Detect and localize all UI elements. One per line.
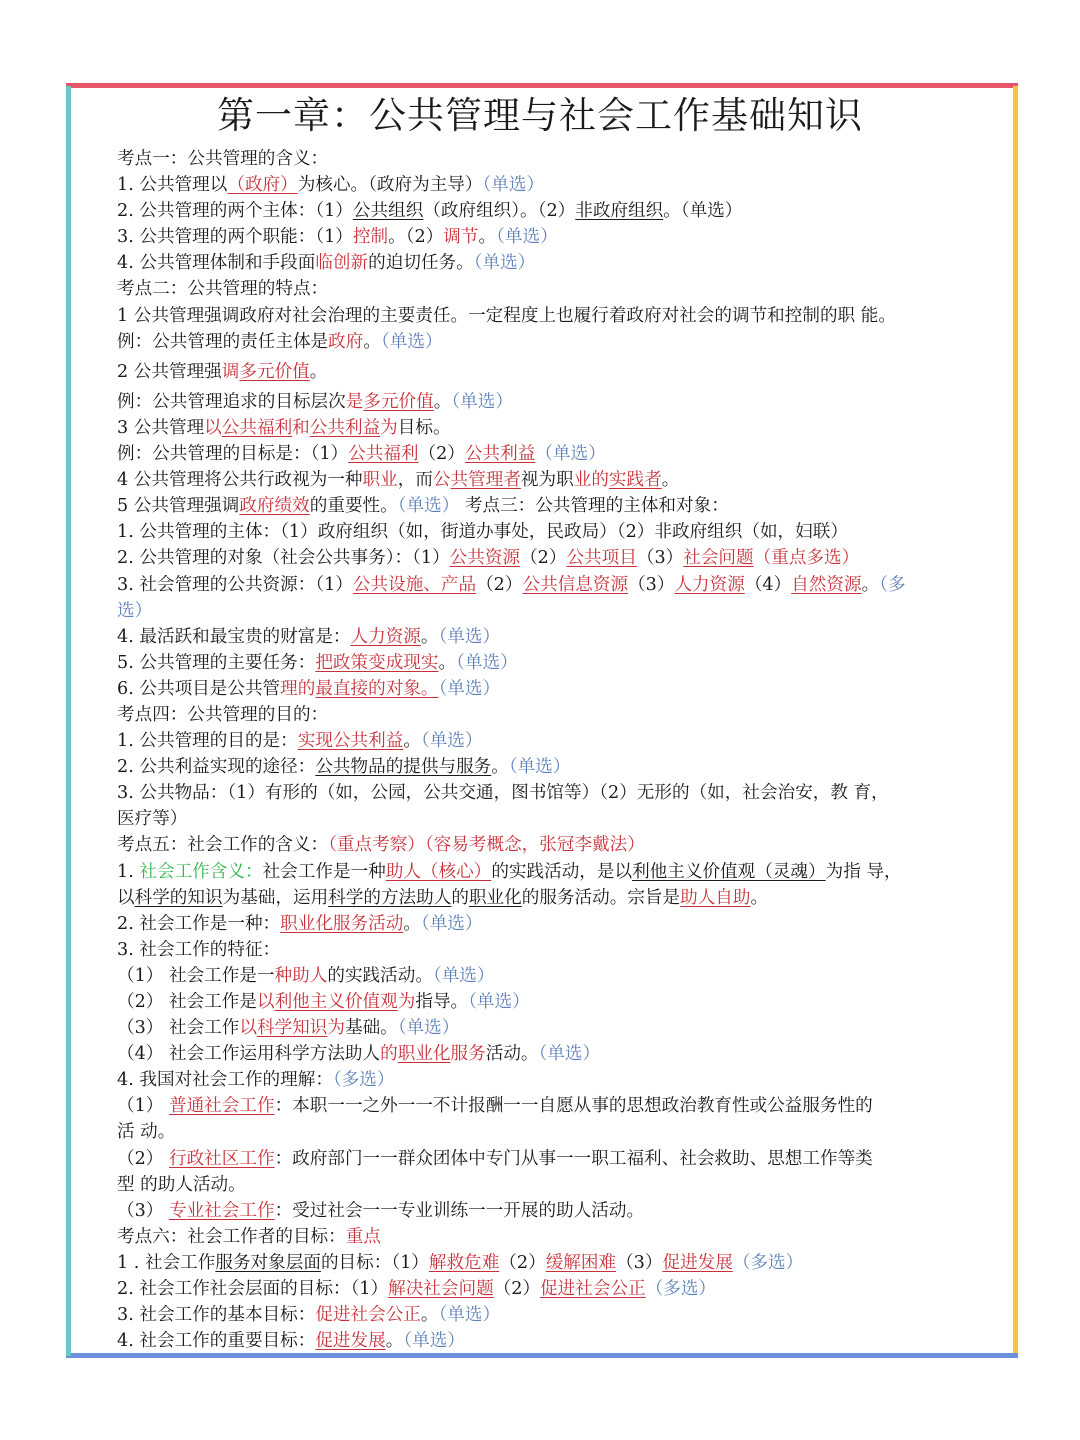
text-line xyxy=(117,1198,981,1224)
text-segment: 和 xyxy=(292,417,310,438)
text-segment: 选） xyxy=(117,600,153,621)
text-segment: 业的 xyxy=(573,470,609,491)
text-segment: 。 xyxy=(478,227,497,248)
text-segment: 的重要性。 xyxy=(309,496,398,517)
text-segment: 考点一：公共管理的含义： xyxy=(117,149,329,169)
text-segment: 1. 公共管理的目的是： xyxy=(117,731,298,752)
text-segment: 最直接的对象。 xyxy=(315,678,439,699)
text-line xyxy=(117,1067,981,1093)
text-segment: 自然资源 xyxy=(791,574,862,595)
text-segment: 以 xyxy=(204,417,222,438)
text-segment: 实践者 xyxy=(608,470,662,491)
text-segment: 1 . 社会工作 xyxy=(117,1252,216,1273)
text-segment: ：本职一一之外一一不计报酬一一自愿从事的思想政治教育性或公益服务性的 xyxy=(274,1096,873,1117)
text-segment: 公共资源 xyxy=(449,548,521,569)
frame-left-border xyxy=(66,86,71,1356)
text-segment: （2） xyxy=(493,1279,541,1300)
text-segment: 科学的知识 xyxy=(134,887,223,908)
text-segment: 5. 公共管理的主要任务： xyxy=(117,652,316,673)
text-segment: 职业 xyxy=(362,470,398,491)
text-segment: 为 xyxy=(380,417,398,438)
text-segment: 例：公共管理追求的目标层次 xyxy=(117,391,346,412)
text-segment: 以 xyxy=(256,992,275,1012)
text-segment: 政府绩效 xyxy=(239,496,310,517)
text-segment: 公 xyxy=(432,470,451,491)
text-segment: 服务对象层面 xyxy=(215,1252,321,1273)
text-segment: 3. 公共物品：（1）有形的（如，公园，公共交通，图书馆等）（2）无形的（如，社会治安，教 育， xyxy=(117,783,889,804)
text-line xyxy=(117,963,981,989)
text-segment: （1） 社会工作是一 xyxy=(117,965,275,986)
text-line xyxy=(117,911,981,937)
text-segment: 。 xyxy=(661,470,680,491)
text-segment: 职业化 xyxy=(468,887,522,908)
text-segment: 1. 公共管理以 xyxy=(117,175,228,196)
text-segment: 为指 导， xyxy=(825,861,902,882)
text-segment: 科学知识 xyxy=(256,1018,328,1039)
text-segment: 3. 社会管理的公共资源：（1） xyxy=(117,574,353,595)
text-segment: 公共信息资源 xyxy=(522,574,629,595)
text-line xyxy=(117,415,981,441)
text-segment: 的 xyxy=(380,1044,398,1065)
text-segment: 职业化服务活动 xyxy=(280,913,404,934)
text-line xyxy=(117,598,981,624)
text-segment: 调节 xyxy=(443,227,479,248)
text-segment: （2） xyxy=(520,548,567,569)
text-segment: 公共利益 xyxy=(309,417,381,438)
text-segment: （单选） xyxy=(432,965,495,986)
text-segment: 的迫切任务。 xyxy=(368,253,474,274)
text-line xyxy=(117,441,981,467)
text-segment: 。（单选） xyxy=(663,201,743,222)
text-segment: 是 xyxy=(345,391,364,412)
text-segment: 4. 我国对社会工作的理解： xyxy=(117,1070,333,1091)
text-segment: 多元价值 xyxy=(363,391,434,412)
text-segment: （2） 社会工作是 xyxy=(117,992,257,1012)
text-segment: （2） xyxy=(418,444,465,465)
text-segment: （单选） xyxy=(451,391,513,412)
text-segment: 的服务活动。宗旨是 xyxy=(521,887,681,908)
text-segment: 为 xyxy=(397,992,416,1012)
text-segment: （2） xyxy=(499,1252,546,1273)
frame-right-border xyxy=(1013,86,1018,1356)
text-segment: （多选） xyxy=(332,1070,395,1091)
text-line xyxy=(117,493,981,519)
text-segment: 公共设施、产品 xyxy=(352,574,477,595)
text-segment: （单选） xyxy=(456,652,518,673)
text-segment: 。 xyxy=(750,887,769,908)
text-segment: 。 xyxy=(420,626,439,647)
frame-top-border xyxy=(66,83,1018,88)
text-segment: 行政社区工作 xyxy=(168,1148,275,1169)
text-segment: 非政府组织 xyxy=(575,201,664,222)
text-segment: 活动。 xyxy=(485,1044,539,1065)
text-segment: （单选） xyxy=(468,992,530,1012)
text-segment: 公共物品的提供与服务 xyxy=(315,757,492,778)
text-segment: （单选） xyxy=(397,1018,460,1039)
text-segment: （3） xyxy=(636,548,684,569)
text-line xyxy=(117,1224,981,1250)
text-segment: 4. 最活跃和最宝贵的财富是： xyxy=(117,626,351,647)
text-segment: 考点六：社会工作者的目标： xyxy=(117,1226,346,1247)
text-segment: （单选） xyxy=(438,1305,501,1326)
text-segment: 的实践活动。 xyxy=(327,965,433,986)
text-segment: 基础。 xyxy=(344,1018,398,1039)
text-segment: 以 xyxy=(117,887,135,908)
text-line xyxy=(117,146,981,172)
text-segment: 理的 xyxy=(280,678,316,699)
text-segment: 解救危难 xyxy=(428,1252,500,1273)
text-segment: （多 xyxy=(879,574,906,595)
text-line xyxy=(117,329,981,355)
text-segment: 考点五：社会工作的含义： xyxy=(117,835,329,856)
text-segment: 例：公共管理的责任主体是 xyxy=(117,331,329,352)
text-segment: （多选） xyxy=(732,1252,804,1273)
text-line xyxy=(117,1328,981,1354)
text-segment: 为 xyxy=(327,1018,345,1039)
text-segment: （单选） xyxy=(535,444,606,465)
text-segment: 活 动。 xyxy=(117,1122,176,1143)
text-line xyxy=(117,1276,981,1302)
document-body xyxy=(117,146,981,1354)
text-segment: （单选） xyxy=(473,253,536,274)
text-segment: 职业化 xyxy=(397,1044,451,1065)
text-line xyxy=(117,276,981,302)
text-segment: 公共福利 xyxy=(221,417,293,438)
text-line xyxy=(117,198,981,224)
text-segment: （多选） xyxy=(645,1279,717,1300)
text-segment: 人力资源 xyxy=(674,574,745,595)
text-segment: 1. xyxy=(117,861,140,882)
text-segment: （单选） xyxy=(420,913,483,934)
text-line xyxy=(117,1093,981,1119)
text-segment: 社会工作是一种 xyxy=(262,861,386,882)
text-segment: 视为职 xyxy=(520,470,574,491)
text-segment: 种助人 xyxy=(274,965,328,986)
text-segment: （2） xyxy=(476,574,523,595)
text-segment: 。 xyxy=(438,652,457,673)
text-segment: 。 xyxy=(420,1305,439,1326)
text-segment: 多元价值 xyxy=(239,361,310,382)
text-segment: 重点 xyxy=(345,1226,381,1247)
text-line xyxy=(117,172,981,198)
text-line xyxy=(117,224,981,250)
text-line xyxy=(117,389,981,415)
text-line xyxy=(117,624,981,650)
text-segment: 4 公共管理将公共行政视为一种 xyxy=(117,470,363,491)
text-segment: 政府 xyxy=(328,331,364,352)
text-segment: （单选） xyxy=(482,175,545,196)
text-line xyxy=(117,832,981,858)
text-segment: 公共组织 xyxy=(352,201,424,222)
text-segment: （3） xyxy=(117,1200,169,1221)
text-segment: （政府组织）。（2） xyxy=(423,201,576,222)
text-segment: 科学的方法助人 xyxy=(328,887,452,908)
text-segment: 考点四：公共管理的目的： xyxy=(117,704,329,725)
text-segment: （3） xyxy=(616,1252,663,1273)
text-line xyxy=(117,1015,981,1041)
text-segment: 人力资源 xyxy=(350,626,421,647)
text-segment: 助人（核心） xyxy=(385,861,492,882)
text-segment: 。 xyxy=(433,391,452,412)
text-segment: 社会问题 xyxy=(683,548,754,569)
text-segment: 公共福利 xyxy=(348,444,419,465)
text-line xyxy=(117,780,981,806)
text-segment: 2 公共管理强 xyxy=(117,361,222,382)
text-segment: （单选） xyxy=(397,496,460,517)
text-segment: 。 xyxy=(309,361,328,382)
text-segment: 促进发展 xyxy=(662,1252,733,1273)
text-segment: 6. 公共项目是公共管 xyxy=(117,678,281,699)
text-line xyxy=(117,754,981,780)
text-line xyxy=(117,1119,981,1145)
text-line xyxy=(117,702,981,728)
text-segment: 社会工作含义： xyxy=(139,861,263,882)
text-segment: 2. 公共利益实现的途径： xyxy=(117,757,316,778)
text-line xyxy=(117,303,981,329)
text-segment: 3 公共管理 xyxy=(117,417,205,438)
text-segment: 2. 公共管理的对象（社会公共事务）：（1） xyxy=(117,548,450,569)
text-segment: （单选） xyxy=(438,678,501,699)
text-segment: （单选） xyxy=(438,626,501,647)
text-segment: （单选） xyxy=(496,227,558,248)
text-segment: 的 xyxy=(451,887,469,908)
text-segment: 。 xyxy=(403,913,421,934)
text-segment: 目标。 xyxy=(397,417,451,438)
text-segment: 专业社会工作 xyxy=(168,1200,275,1221)
text-segment: 型 的助人活动。 xyxy=(117,1174,246,1195)
text-segment: 实现公共利益 xyxy=(297,731,404,752)
text-segment: 临创新 xyxy=(315,253,369,274)
text-segment: （政府） xyxy=(227,175,298,196)
text-segment: 的目标：（1） xyxy=(320,1252,429,1273)
text-segment: 考点三：公共管理的主体和对象： xyxy=(459,496,729,517)
text-segment: 助人自助 xyxy=(680,887,751,908)
text-segment: （1） xyxy=(117,1096,169,1117)
text-segment: ：受过社会一一专业训练一一开展的助人活动。 xyxy=(274,1200,645,1221)
text-line xyxy=(117,676,981,702)
text-segment: 医疗等） xyxy=(117,809,188,830)
text-segment: 普通社会工作 xyxy=(168,1096,275,1117)
text-segment: （3） xyxy=(628,574,675,595)
text-segment: 为核心。（政府为主导） xyxy=(297,175,483,196)
text-line xyxy=(117,650,981,676)
text-segment: 。（2） xyxy=(388,227,444,248)
text-segment: 促进发展 xyxy=(315,1331,386,1352)
text-segment: 3. 社会工作的基本目标： xyxy=(117,1305,316,1326)
text-line xyxy=(117,1250,981,1276)
text-line xyxy=(117,728,981,754)
text-line xyxy=(117,545,981,571)
text-segment: 。 xyxy=(363,331,381,352)
text-segment: 。 xyxy=(861,574,880,595)
text-segment: 3. 公共管理的两个职能：（1） xyxy=(117,227,353,248)
text-segment: 利他主义价值观 xyxy=(274,992,398,1012)
text-segment: （单选） xyxy=(538,1044,601,1065)
text-segment: （单选） xyxy=(380,331,443,352)
text-line xyxy=(117,885,981,911)
text-segment: （3） 社会工作 xyxy=(117,1018,240,1039)
text-segment: （重点考察）（容易考概念，张冠李戴法） xyxy=(328,835,645,856)
text-segment: 促进社会公正 xyxy=(540,1279,646,1300)
page-title: 第一章：公共管理与社会工作基础知识 xyxy=(217,94,863,137)
text-segment: 1. 公共管理的主体：（1）政府组织（如，街道办事处，民政局）（2）非政府组织（如，妇联） xyxy=(117,522,848,543)
text-segment: 促进社会公正 xyxy=(315,1305,421,1326)
text-segment: ，而 xyxy=(397,470,433,491)
text-segment: 公共利益 xyxy=(464,444,536,465)
text-line xyxy=(117,1041,981,1067)
text-segment: （重点多选） xyxy=(753,548,860,569)
text-line xyxy=(117,359,981,385)
text-segment: 考点二：公共管理的特点： xyxy=(117,279,329,300)
text-line xyxy=(117,572,981,598)
text-segment: 4. 公共管理体制和手段面 xyxy=(117,253,316,274)
text-segment: （单选） xyxy=(420,731,483,752)
text-segment: 服务 xyxy=(450,1044,486,1065)
text-segment: 。 xyxy=(491,757,509,778)
text-line xyxy=(117,519,981,545)
text-segment: 把政策变成现实 xyxy=(315,652,439,673)
text-segment: 4. 社会工作的重要目标： xyxy=(117,1331,316,1352)
text-segment: 公共项目 xyxy=(566,548,637,569)
text-segment: 2. 公共管理的两个主体：（1） xyxy=(117,201,353,222)
text-segment: 缓解困难 xyxy=(545,1252,617,1273)
text-segment: 指导。 xyxy=(415,992,469,1012)
text-segment: 为基础，运用 xyxy=(222,887,329,908)
text-segment: 。 xyxy=(385,1331,404,1352)
text-line xyxy=(117,467,981,493)
text-line xyxy=(117,1146,981,1172)
text-segment: （2） xyxy=(117,1148,169,1169)
text-segment: 的实践活动，是以 xyxy=(491,861,633,882)
text-segment: ：政府部门一一群众团体中专门从事一一职工福利、社会救助、思想工作等类 xyxy=(274,1148,873,1169)
text-segment: （单选） xyxy=(403,1331,465,1352)
text-segment: 解决社会问题 xyxy=(388,1279,494,1300)
text-segment: 。 xyxy=(403,731,421,752)
text-line xyxy=(117,1172,981,1198)
text-segment: （单选） xyxy=(508,757,571,778)
text-segment: 5 公共管理强调 xyxy=(117,496,240,517)
text-segment: 例：公共管理的目标是：（1） xyxy=(117,444,349,465)
text-segment: （4） 社会工作运用科学方法助人 xyxy=(117,1044,381,1065)
text-line xyxy=(117,806,981,832)
text-segment: 调 xyxy=(221,361,240,382)
text-segment: 3. 社会工作的特征： xyxy=(117,939,281,960)
text-segment: （4） xyxy=(744,574,792,595)
text-segment: 2. 社会工作社会层面的目标：（1） xyxy=(117,1279,389,1300)
text-segment: 以 xyxy=(239,1018,257,1039)
text-segment: 共管理者 xyxy=(450,470,521,491)
text-line xyxy=(117,1302,981,1328)
text-line xyxy=(117,989,981,1015)
text-line xyxy=(117,859,981,885)
text-line xyxy=(117,937,981,963)
text-segment: 1 公共管理强调政府对社会治理的主要责任。一定程度上也履行着政府对社会的调节和控制的职 能。 xyxy=(117,305,896,326)
text-line xyxy=(117,250,981,276)
text-segment: 利他主义价值观（灵魂） xyxy=(632,861,826,882)
text-segment: 2. 社会工作是一种： xyxy=(117,913,281,934)
text-segment: 控制 xyxy=(352,227,389,248)
